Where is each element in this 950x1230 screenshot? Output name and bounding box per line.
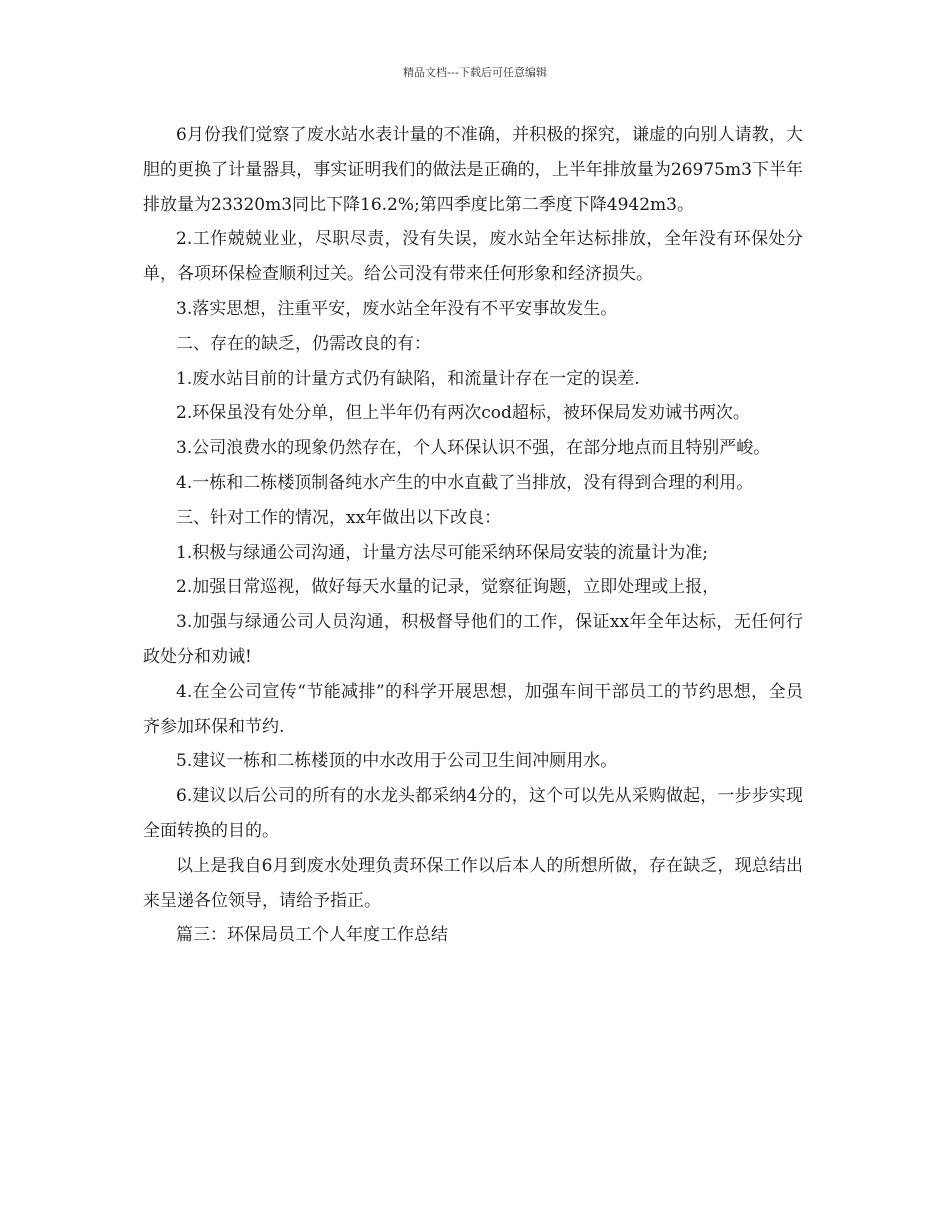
paragraph-improvement-5: 5.建议一栋和二栋楼顶的中水改用于公司卫生间冲厕用水。 [176,751,618,772]
paragraph-item-2-diligence: 2.工作兢兢业业，尽职尽责，没有失误，废水站全年达标排放，全年没有环保处分单，各项环保检查顺利过关。给公司没有带来任何形象和经济损失。 [143,229,803,285]
paragraph-shortcoming-1: 1.废水站目前的计量方式仍有缺陷，和流量计存在一定的误差. [176,368,640,389]
paragraph-improvement-3: 3.加强与绿通公司人员沟通，积极督导他们的工作，保证xx年全年达标，无任何行政处分和劝诫! [143,612,803,667]
paragraph-shortcoming-4: 4.一栋和二栋楼顶制备纯水产生的中水直截了当排放，没有得到合理的利用。 [176,472,754,493]
paragraph-improvement-1: 1.积极与绿通公司沟通，计量方法尽可能采纳环保局安装的流量计为准; [176,542,708,563]
section-heading-shortcomings: 二、存在的缺乏，仍需改良的有： [176,333,431,354]
paragraph-shortcoming-3: 3.公司浪费水的现象仍然存在，个人环保认识不强，在部分地点而且特别严峻。 [176,438,771,459]
document-body [143,118,803,953]
page-header: 精品文档---下载后可任意编辑 [403,66,547,79]
paragraph-shortcoming-2: 2.环保虽没有处分单，但上半年仍有两次cod超标，被环保局发劝诫书两次。 [176,403,750,424]
paragraph-closing: 以上是我自6月到废水处理负责环保工作以后本人的所想所做，存在缺乏，现总结出来呈递各位领导，请给予指正。 [143,855,803,911]
paragraph-improvement-4: 4.在全公司宣传“节能减排”的科学开展思想，加强车间干部员工的节约思想，全员齐参加环保和节约. [143,681,803,737]
paragraph-improvement-2: 2.加强日常巡视，做好每天水量的记录，觉察征询题，立即处理或上报， [176,577,720,598]
paragraph-improvement-6: 6.建议以后公司的所有的水龙头都采纳4分的，这个可以先从采购做起，一步步实现全面转换的目的。 [143,786,803,841]
paragraph-item-3-safety: 3.落实思想，注重平安，废水站全年没有不平安事故发生。 [176,298,618,319]
section-heading-improvements: 三、针对工作的情况，xx年做出以下改良： [176,507,502,528]
paragraph-water-meter: 6月份我们觉察了废水站水表计量的不准确，并积极的探究，谦虚的向别人请教，大胆的更换了计量器具，事实证明我们的做法是正确的，上半年排放量为26975m3下半年排放量为23320m3同比下降16.2%;第四季度比第二季度下降4942m3。 [143,125,803,215]
section-title-part-three: 篇三：环保局员工个人年度工作总结 [176,925,448,946]
